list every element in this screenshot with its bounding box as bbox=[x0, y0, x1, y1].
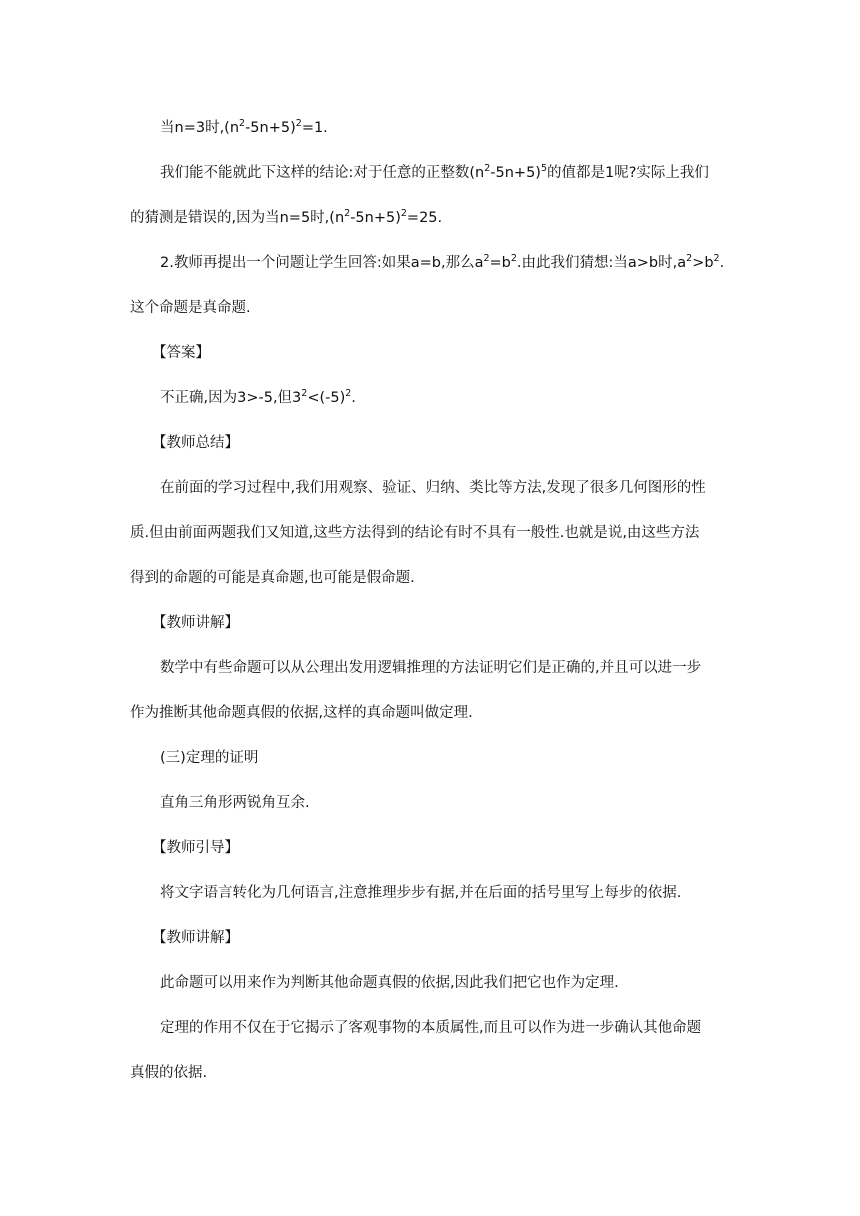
teacher-explanation-heading-2: 【教师讲解】 bbox=[152, 930, 239, 946]
teacher-guidance-heading: 【教师引导】 bbox=[152, 840, 239, 856]
theorem-role-paragraph-line-1: 定理的作用不仅在于它揭示了客观事物的本质属性,而且可以作为进一步确认其他命题 bbox=[160, 1020, 702, 1036]
answer-text: 不正确,因为3>-5,但$3^2<(-5)^2$. bbox=[160, 388, 356, 406]
explanation-paragraph-line-2: 作为推断其他命题真假的依据,这样的真命题叫做定理. bbox=[130, 705, 473, 721]
question-paragraph-line-1: 2.教师再提出一个问题让学生回答:如果a=b,那么$a^2=b^2$.由此我们猜想:当a>b时$,a^2>b^2$. bbox=[160, 253, 725, 271]
summary-paragraph-line-1: 在前面的学习过程中,我们用观察、验证、归纳、类比等方法,发现了很多几何图形的性 bbox=[160, 480, 706, 496]
summary-paragraph-line-2: 质.但由前面两题我们又知道,这些方法得到的结论有时不具有一般性.也就是说,由这些方法 bbox=[130, 525, 700, 541]
teacher-explanation-heading: 【教师讲解】 bbox=[152, 615, 239, 631]
summary-paragraph-line-3: 得到的命题的可能是真命题,也可能是假命题. bbox=[130, 570, 415, 586]
explanation-paragraph-line-1: 数学中有些命题可以从公理出发用逻辑推理的方法证明它们是正确的,并且可以进一步 bbox=[160, 660, 702, 676]
conjecture-paragraph-line-2: 的猜测是错误的,因为当n=5时$,(n^2-5n+5)^2=25$. bbox=[130, 208, 443, 226]
teacher-summary-heading: 【教师总结】 bbox=[152, 435, 239, 451]
answer-heading: 【答案】 bbox=[152, 345, 210, 361]
theorem-role-paragraph-line-2: 真假的依据. bbox=[130, 1065, 208, 1081]
explanation-text-2: 此命题可以用来作为判断其他命题真假的依据,因此我们把它也作为定理. bbox=[160, 975, 619, 991]
conjecture-paragraph-line-1: 我们能不能就此下这样的结论:对于任意的正整数$(n^2-5n+5)^5$的值都是1呢?实际上我们 bbox=[160, 163, 709, 181]
equation-line-n3: 当n=3时$,(n^2-5n+5)^2=1$. bbox=[160, 118, 328, 136]
question-paragraph-line-2: 这个命题是真命题. bbox=[130, 300, 251, 316]
theorem-statement: 直角三角形两锐角互余. bbox=[160, 795, 310, 811]
guidance-text: 将文字语言转化为几何语言,注意推理步步有据,并在后面的括号里写上每步的依据. bbox=[160, 885, 682, 901]
section-heading-theorem-proof: (三)定理的证明 bbox=[160, 750, 259, 766]
